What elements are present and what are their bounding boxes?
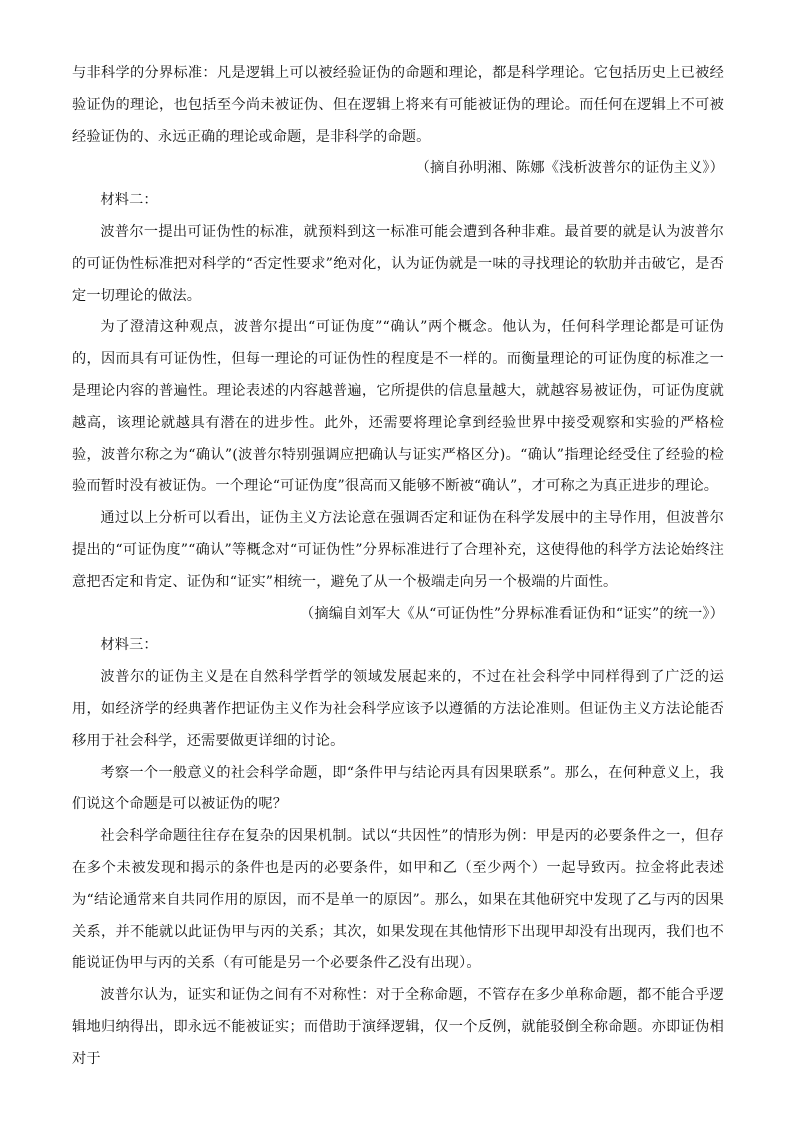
source-citation-2: （摘编自刘军大《从“可证伪性”分界标准看证伪和“证实”的统一》）: [300, 605, 724, 622]
paragraph: 通过以上分析可以看出，证伪主义方法论意在强调否定和证伪在科学发展中的主导作用，但波普尔提出的“可证伪度”“确认”等概念对“可证伪性”分界标准进行了合理补充，这使得他的科学方法论始终注意把否定和肯定、证伪和“证实”相统一，避免了从一个极端走向另一个极端的片面性。: [72, 510, 724, 590]
paragraph: 波普尔一提出可证伪性的标准，就预料到这一标准可能会遭到各种非难。最首要的就是认为波普尔的可证伪性标准把对科学的“否定性要求”绝对化，认为证伪就是一味的寻找理论的软肋并击破它，是否定一切理论的做法。: [72, 223, 724, 304]
section-heading-material-2: 材料二：: [100, 192, 158, 209]
paragraph: 考察一个一般意义的社会科学命题，即“条件甲与结论丙具有因果联系”。那么，在何种意义上，我们说这个命题是可以被证伪的呢？: [72, 764, 724, 813]
paragraph: 波普尔的证伪主义是在自然科学哲学的领域发展起来的，不过在社会科学中同样得到了广泛的运用，如经济学的经典著作把证伪主义作为社会科学应该予以遵循的方法论准则。但证伪主义方法论能否移用于社会科学，还需要做更详细的讨论。: [72, 669, 724, 749]
source-citation-1: （摘自孙明湘、陈娜《浅析波普尔的证伪主义》）: [415, 160, 724, 177]
paragraph: 波普尔认为，证实和证伪之间有不对称性：对于全称命题，不管存在多少单称命题，都不能合乎逻辑地归纳得出，即永远不能被证实；而借助于演绎逻辑，仅一个反例，就能驳倒全称命题。亦即证伪相对于: [72, 987, 724, 1067]
paragraph: 为了澄清这种观点，波普尔提出“可证伪度”“确认”两个概念。他认为，任何科学理论都是可证伪的，因而具有可证伪性，但每一理论的可证伪性的程度是不一样的。而衡量理论的可证伪度的标准之一是理论内容的普遍性。理论表述的内容越普遍，它所提供的信息量越大，就越容易被证伪，可证伪度就越高，该理论就越具有潜在的进步性。此外，还需要将理论拿到经验世界中接受观察和实验的严格检验，波普尔称之为“确认”(波普尔特别强调应把确认与证实严格区分)。“确认”指理论经受住了经验的检验而暂时没有被证伪。一个理论“可证伪度”很高而又能够不断被“确认”，才可称之为真正进步的理论。: [72, 319, 724, 495]
paragraph: 社会科学命题往往存在复杂的因果机制。试以“共因性”的情形为例：甲是丙的必要条件之一，但存在多个未被发现和揭示的条件也是丙的必要条件，如甲和乙（至少两个）一起导致丙。拉金将此表述为“结论通常来自共同作用的原因，而不是单一的原因”。那么，如果在其他研究中发现了乙与丙的因果关系，并不能就以此证伪甲与丙的关系；其次，如果发现在其他情形下出现甲却没有出现丙，我们也不能说证伪甲与丙的关系（有可能是另一个必要条件乙没有出现）。: [72, 828, 724, 972]
paragraph-continuation: 与非科学的分界标准：凡是逻辑上可以被经验证伪的命题和理论，都是科学理论。它包括历史上已被经验证伪的理论，也包括至今尚未被证伪、但在逻辑上将来有可能被证伪的理论。而任何在逻辑上不可被经验证伪的、永远正确的理论或命题，是非科学的命题。: [72, 65, 724, 145]
section-heading-material-3: 材料三：: [100, 637, 158, 654]
document-page: [72, 58, 724, 1076]
